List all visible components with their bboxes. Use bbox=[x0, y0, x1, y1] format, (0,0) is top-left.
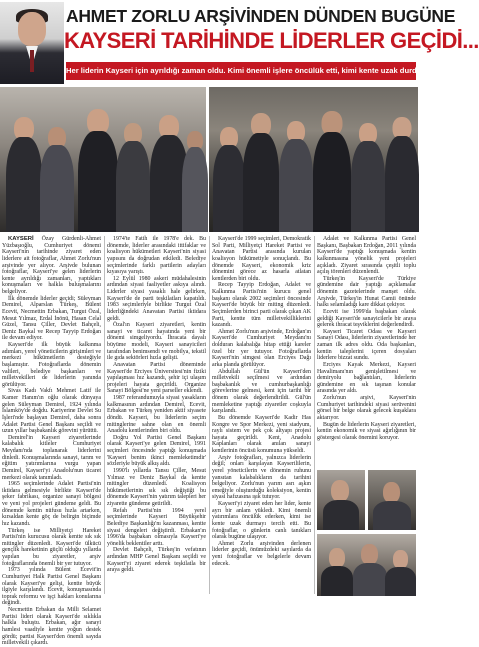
paragraph: 1974'te Fatih ile 1978'e dek. Bu dönemde, liderler arasındaki ittifaklar ve koalisyon hükümetleri Kayseri'nin siyasi yapısını da doğrudan etkiledi. Belediye seçimlerinde farklı partilerin adayları kıyasıya yarıştı. bbox=[107, 236, 206, 276]
paragraph: Türkeş ise Milliyetçi Hareket Partisi'nin kurucusu olarak kentte sık sık mitingler düzenledi. Kayseri'de ülkücü gençlik hareketinin güçlü olduğu yıllarda yapılan bu ziyaretler, arşiv fotoğraflarında önemli bir yer tutuyor. bbox=[2, 527, 101, 567]
paragraph: 12 Eylül 1980 askeri müdahalesinin ardından siyasi faaliyetler askıya alındı. Liderler siyasi yasaklı hale gelirken, Kayseri'de de parti teşkilatları kapatıldı. 1983 seçimleriyle birlikte Turgut Özal liderliğindeki Anavatan Partisi iktidara geldi. bbox=[107, 275, 206, 322]
paragraph: Özay Gürdenli-Ahmet Yüzbaşıoğlu, Cumhuriyet dönemi Kayseri'nin tarihinde ziyaret eden liderlere ait fotoğraflar, Ahmet Zorlu'nun arşivinde yer alıyor. Arşivde bulunan fotoğraflar, Kayseri'ye gelen liderlerin kente ayrıldığı zamanları, yaptıkları konuşmaları ve halkla buluşmalarını belgeliyor. bbox=[2, 236, 101, 295]
column-rule bbox=[314, 236, 315, 594]
paragraph: Necmettin Erbakan da Milli Selamet Partisi lideri olarak Kayseri'de sıklıkla halkla buluştu. Erbakan, ağır sanayi hamlesi vaadiyle kentte yoğun destek gördü; partisi Kayseri'den önemli sayıda milletvekili çıkardı. bbox=[2, 607, 101, 647]
paragraph: Adalet ve Kalkınma Partisi Genel Başkanı, Başbakan Erdoğan, 2011 yılında Kayseri'de yaptığı konuşmada kentin kalkınmasına yönelik yeni projeleri açıkladı. Ziyaret sırasında çeşitli toplu açılış törenleri düzenlendi. bbox=[317, 236, 416, 276]
column-rule bbox=[104, 236, 105, 594]
paragraph: Kayseri'yi ziyaret eden her lider, kente ayrı bir anlam yükledi. Kimi önemli yatırımlara öncülük ederken, kimi ise kente uzak durmayı tercih etti. Bu fotoğraflar, o günlerin canlı tanıkları olarak bugüne ulaşıyor. bbox=[212, 501, 311, 541]
paragraph: Anavatan Partisi döneminde Kayseri'de Erciyes Üniversitesi'nin fiziki yapılaşması hız kazandı, şehir içi ulaşım projeleri hayata geçirildi. Organize Sanayi Bölgesi'ne yeni parseller eklendi. bbox=[107, 361, 206, 395]
paragraph: Bugün de liderlerin Kayseri ziyaretleri, kentin ekonomik ve siyasi ağırlığının bir göstergesi olarak önemini koruyor. bbox=[317, 421, 416, 441]
paragraph: İlk dönemde liderler geçidi; Süleyman Demirel, Alparslan Türkeş, Bülent Ecevit, Necmettin Erbakan, Turgut Özal, Mesut Yılmaz, Erdal İnönü, Hasan Celal Güzel, Tansu Çiller, Devlet Bahçeli, Deniz Baykal ve Recep Tayyip Erdoğan ile devam ediyor. bbox=[2, 295, 101, 342]
column-rule bbox=[209, 236, 210, 594]
article-column-4 bbox=[317, 236, 416, 466]
paragraph: Bu dönemde Kayseri'de Kadir Has Kongre ve Spor Merkezi, yeni stadyum, raylı sistem ve pek çok altyapı projesi hayata geçirildi. Kent, Anadolu Kaplanları olarak anılan sanayi kentlerinin öncüsü konumuna yükseldi. bbox=[212, 414, 311, 454]
paragraph: Abdullah Gül'ün Kayseri'den milletvekili seçilmesi ve ardından başbakanlık ve cumhurbaşkanlığı görevlerine gelmesi, kent için tarihi bir dönem olarak değerlendirildi. Gül'ün memleketine yaptığı ziyaretler coşkuyla karşılandı. bbox=[212, 368, 311, 415]
article-dateline: KAYSERİ bbox=[8, 236, 34, 242]
page-header bbox=[0, 0, 479, 84]
paragraph: 1965 seçimlerinde Adalet Partisi'nin iktidara gelmesiyle birlikte Kayseri'de şeker fabrikası, organize sanayi bölgesi ve yeni yol projeleri gündeme geldi. Bu dönemde kentin nüfusu hızla artarken, kırsaldan kente göç de belirgin biçimde hız kazandı. bbox=[2, 481, 101, 527]
paragraph: Demirel'in Kayseri ziyaretlerinde kalabalık kitleler Cumhuriyet Meydanı'nda toplanarak liderlerini dinledi. Konuşmalarında sanayi, tarım ve eğitim yatırımlarına vurgu yapan Demirel, Kayseri'yi Anadolu'nun ticaret merkezi olarak tanımladı. bbox=[2, 434, 101, 481]
deck: Her liderin Kayseri için ayrıldığı zaman oldu. Kimi önemli işlere öncülük etti, kimi kente uzak durdu.. bbox=[66, 62, 416, 80]
paragraph: 1973 yılında Bülent Ecevit'in Cumhuriyet Halk Partisi Genel Başkanı olarak Kayseri'ye gelişi, kentte büyük ilgiyle karşılandı. Ecevit, konuşmasında toprak reformu ve işçi hakları konularına değindi. bbox=[2, 567, 101, 607]
photo-right bbox=[209, 87, 418, 232]
photo-bottom-1 bbox=[317, 470, 365, 530]
paragraph: Ecevit ise 1999'da başbakan olarak geldiği Kayseri'de sanayicilerle bir araya gelerek ihracat teşviklerini değerlendirdi. bbox=[317, 308, 416, 329]
paragraph: Recep Tayyip Erdoğan, Adalet ve Kalkınma Partisi'nin kurucu genel başkanı olarak 2002 seçimleri öncesinde Kayseri'de büyük bir miting düzenledi. Seçimlerden birinci parti olarak çıkan AK Parti, kentte tüm milletvekilliklerini kazandı. bbox=[212, 282, 311, 329]
photo-bottom-2 bbox=[368, 470, 416, 530]
paragraph: Doğru Yol Partisi Genel Başkanı olarak Kayseri'ye gelen Demirel, 1991 seçimleri öncesinde yaptığı konuşmada 'Kayseri benim ikinci memleketimdir' sözleriyle büyük alkış aldı. bbox=[107, 434, 206, 468]
paragraph: Özal'ın Kayseri ziyaretleri, kentin sanayi ve ticaret hayatında yeni bir dönemi simgeliyordu. İhracata dayalı büyüme modeli, Kayseri sanayicileri tarafından benimsendi ve mobilya, tekstil ile gıda sektörleri hızla gelişti. bbox=[107, 322, 206, 362]
supertitle: AHMET ZORLU ARŞİVİNDEN DÜNDEN BUGÜNE bbox=[66, 6, 456, 26]
paragraph: Türkeş'in Kayseri'de Türkiye gündemine dair yaptığı açıklamalar dönemin gazetelerinde manşet oldu. Arşivde, Türkeş'in Hunat Camii önünde halkı selamladığı kare dikkat çekiyor. bbox=[317, 275, 416, 309]
paragraph: Ahmet Zorlu arşivinden derlenen liderler geçidi, önümüzdeki sayılarda da yeni fotoğraflar ve belgelerle devam edecek. bbox=[212, 540, 311, 567]
article-column-1 bbox=[2, 236, 101, 647]
paragraph: Devlet Bahçeli, Türkeş'in vefatının ardından MHP Genel Başkanı seçildi ve Kayseri'yi ziyaret ederek teşkilatla bir araya geldi. bbox=[107, 547, 206, 574]
paragraph: Ahmet Zorlu'nun arşivinde, Erdoğan'ın Kayseri'de Cumhuriyet Meydanı'nı dolduran kalabalığa hitap ettiği kareler özel bir yer tutuyor. Fotoğraflarda Kayseri'nin simgesi olan Erciyes Dağı arka planda görülüyor. bbox=[212, 328, 311, 368]
paragraph: Sivas Kadı Vakfı Mehmet Latif ile Kamer Hanım'ın oğlu olarak dünyaya gelen Süleyman Demirel, 1924 yılında İslamköy'de doğdu. Kariyerine Devlet Su İşleri'nde başlayan Demirel, daha sonra Adalet Partisi Genel Başkanı seçildi ve uzun yıllar başbakanlık görevini yürüttü. bbox=[2, 388, 101, 435]
paragraph: Refah Partisi'nin 1994 yerel seçimlerinde Kayseri Büyükşehir Belediye Başkanlığı'nı kazanması, kentte siyasi dengeleri değiştirdi. Erbakan'ın 1996'da başbakan olmasıyla Kayseri'ye yönelik beklentiler arttı. bbox=[107, 507, 206, 547]
paragraph: Kayseri'de 1999 seçimleri, Demokratik Sol Parti, Milliyetçi Hareket Partisi ve Anavatan Partisi arasında kurulan koalisyon hükümetiyle sonuçlandı. Bu dönemde Kayseri, ekonomik kriz dönemini görece az hasarla atlatan kentlerden biri oldu. bbox=[212, 236, 311, 282]
paragraph: Arşiv fotoğrafları, yalnızca liderlerin değil; onları karşılayan Kayserililerin, yerel yöneticilerin ve dönemin ruhunu yansıtan kalabalıkların da tarihini belgeliyor. Zorlu'nun yarım asrı aşkın emeğiyle oluşturduğu koleksiyon, kentin siyasi hafızasına ışık tutuyor. bbox=[212, 454, 311, 501]
paragraph: Kayseri Ticaret Odası ve Kayseri Sanayi Odası, liderlerin ziyaretlerinde her zaman ilk adres oldu. Oda başkanları, kentin taleplerini içeren dosyaları liderlere bizzat sundu. bbox=[317, 328, 416, 362]
paragraph: 1990'lı yıllarda Tansu Çiller, Mesut Yılmaz ve Deniz Baykal da kentte mitingler düzenledi. Koalisyon hükümetlerinin sık sık değiştiği bu dönemde Kayseri'nin yatırım talepleri her ziyarette gündeme getirildi. bbox=[107, 467, 206, 507]
paragraph: Erciyes Kayak Merkezi, Kayseri Havalimanı'nın genişletilmesi ve demiryolu bağlantıları, liderlerin gündemine en sık taşınan konular arasında yer aldı. bbox=[317, 361, 416, 395]
author-portrait bbox=[0, 2, 64, 84]
article-column-2 bbox=[107, 236, 206, 596]
article-column-3 bbox=[212, 236, 311, 596]
paragraph: Zorlu'nun arşivi, Kayseri'nin Cumhuriyet tarihindeki siyasi serüvenini görsel bir belge olarak gelecek kuşaklara aktarıyor. bbox=[317, 395, 416, 421]
paragraph: 1987 referandumuyla siyasi yasakların kalkmasının ardından Demirel, Ecevit, Erbakan ve Türkeş yeniden aktif siyasete döndü. Kayseri, bu liderlerin seçim mitinglerine sahne olan en önemli Anadolu kentlerinden biri oldu. bbox=[107, 395, 206, 435]
photo-bottom-3 bbox=[317, 534, 416, 596]
headline: KAYSERİ TARİHİNDE LİDERLER GEÇİDİ... bbox=[64, 28, 479, 53]
photo-left bbox=[0, 87, 206, 232]
paragraph: Kayseri'de ilk büyük kalkınma adımları, yerel yöneticilerin girişimleri ve merkezi hükümetlerin desteğiyle başlamıştır. Fotoğraflarda dönemin valileri, belediye başkanları ve milletvekilleri de liderlerin yanında görülüyor. bbox=[2, 342, 101, 388]
